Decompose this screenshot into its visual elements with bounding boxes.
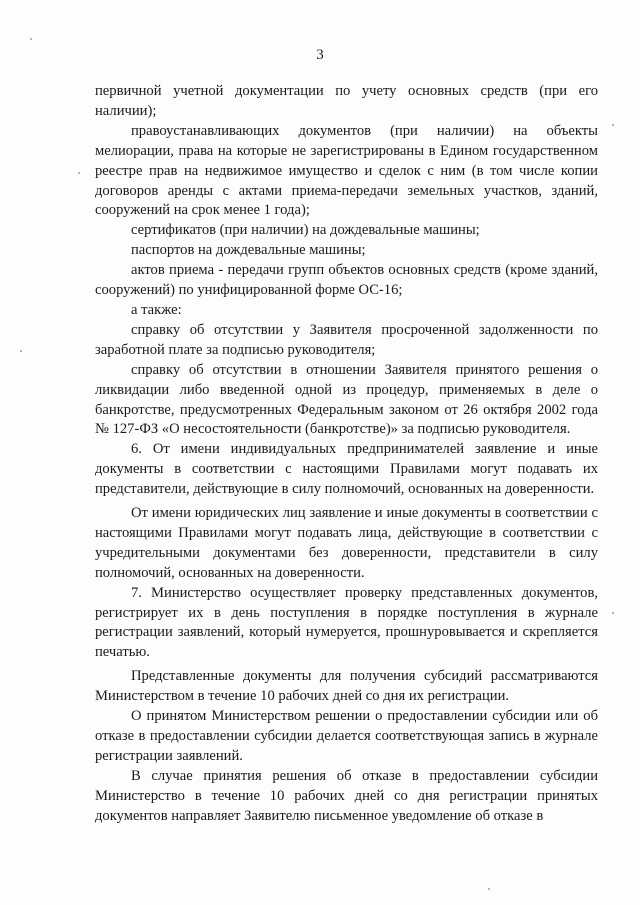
paragraph-acts: актов приема - передачи групп объектов основных средств (кроме зданий, сооружений) по унифицированной форме ОС-16; xyxy=(95,262,598,299)
paragraph-section-7: 7. Министерство осуществляет проверку представленных документов, регистрирует их в день поступления в порядке поступления в журнале регистрации заявлений, который нумеруется, прошнуровывается и скрепляется печатью. xyxy=(95,584,598,661)
page-number: 3 xyxy=(316,47,324,63)
paragraph-section-6: 6. От имени индивидуальных предпринимателей заявление и иные документы в соответствии с настоящими Правилами могут подавать их представители, действующие в силу полномочий, основанных на доверенности. xyxy=(95,441,598,498)
scan-speck xyxy=(78,172,80,174)
paragraph-certificates: сертификатов (при наличии) на дождевальные машины; xyxy=(131,222,480,239)
paragraph-salary-debt: справку об отсутствии у Заявителя просроченной задолженности по заработной плате за подписью руководителя; xyxy=(95,321,598,358)
paragraph-review-period: Представленные документы для получения субсидий рассматриваются Министерством в течение 10 рабочих дней со дня их регистрации. xyxy=(95,668,598,705)
scan-speck xyxy=(612,612,614,614)
scan-speck xyxy=(20,350,22,352)
scan-speck xyxy=(488,888,490,890)
paragraph-title-documents: правоустанавливающих документов (при наличии) на объекты мелиорации, права на которые не зарегистрированы в Едином государственном реестре прав на недвижимое имущество и сделок с ним (в том числе копии договоров аренды с актами приема-передачи земельных участков, зданий, сооружений на срок менее 1 года); xyxy=(95,122,598,219)
paragraph-decision-record: О принятом Министерством решении о предоставлении субсидии или об отказе в предоставлении субсидии делается соответствующая запись в журнале регистрации заявлений. xyxy=(95,708,598,764)
paragraph-refusal: В случае принятия решения об отказе в предоставлении субсидии Министерство в течение 10 рабочих дней со дня регистрации принятых документов направляет Заявителю письменное уведомление об отказе в xyxy=(95,767,598,824)
document-body xyxy=(95,82,598,827)
paragraph-continuation: первичной учетной документации по учету основных средств (при его наличии); xyxy=(95,83,598,119)
scan-speck xyxy=(30,38,32,40)
paragraph-also: а также: xyxy=(131,301,182,318)
paragraph-legal-entities: От имени юридических лиц заявление и иные документы в соответствии с настоящими Правилами могут подавать лица, действующие в соответствии с учредительными документами без доверенности, представители в силу полномочий, основанных на доверенности. xyxy=(95,505,598,581)
scan-speck xyxy=(612,124,614,126)
paragraph-bankruptcy: справку об отсутствии в отношении Заявителя принятого решения о ликвидации либо введенной одной из процедур, применяемых в деле о банкротстве, предусмотренных Федеральным законом от 26 октября 2002 года № 127-ФЗ «О несостоятельности (банкротстве)» за подписью руководителя. xyxy=(95,361,598,438)
paragraph-passports: паспортов на дождевальные машины; xyxy=(131,242,366,259)
